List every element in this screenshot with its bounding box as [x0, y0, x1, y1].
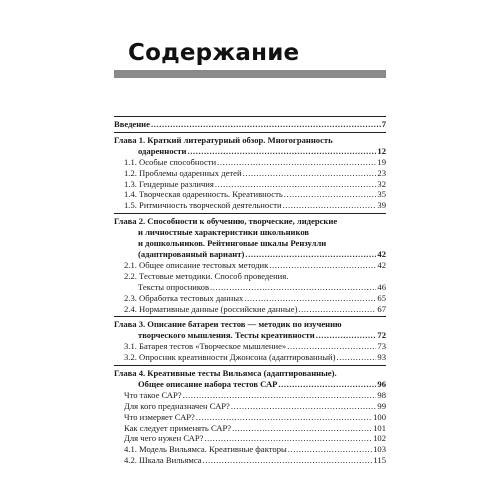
toc-page-number: 32	[377, 178, 386, 189]
toc-entry-title: Общее описание набора тестов САР	[138, 378, 278, 389]
toc-entry-title: 3.1. Батарея тестов «Творческое мышление»	[124, 341, 287, 352]
toc-entry	[114, 282, 386, 293]
toc-entry	[114, 200, 386, 211]
toc-divider	[114, 316, 386, 317]
toc-entry-title: Введение	[114, 119, 150, 129]
toc-page-number: 99	[377, 400, 386, 411]
toc-page-number: 42	[377, 259, 386, 270]
toc-entry-title: одаренности	[138, 145, 187, 156]
toc-entry-title: 4.1. Модель Вильямса. Креативные факторы	[124, 444, 287, 455]
chapter-3-heading: Глава 3. Описание батареи тестов — методик по изучению	[114, 319, 342, 330]
toc-leader-dots	[217, 157, 376, 168]
chapter-2-heading-end	[114, 249, 386, 260]
toc-page-number: 101	[373, 422, 386, 433]
toc-entry-title: 2.2. Тестовые методики. Способ проведения.	[124, 270, 289, 281]
toc-leader-dots	[187, 146, 376, 157]
toc-entry-title: 2.4. Нормативные данные (российские данные)	[124, 303, 298, 314]
toc-page-number: 73	[377, 341, 386, 352]
toc-entry-title: 1.3. Гендерные различия	[124, 178, 214, 189]
toc-leader-dots	[336, 352, 376, 363]
page-title: Содержание	[128, 40, 300, 66]
toc-leader-dots	[204, 433, 372, 444]
toc-leader-dots	[244, 293, 376, 304]
toc-divider	[114, 116, 386, 117]
toc-entry-title: 2.1. Общее описание тестовых методик	[124, 259, 269, 270]
toc-page-number: 65	[377, 292, 386, 303]
toc-entry	[114, 390, 386, 401]
toc-entry-title: 1.4. Творческая одаренность. Креативность	[124, 189, 283, 200]
toc-divider	[114, 365, 386, 366]
toc-entry	[114, 189, 386, 200]
toc-page-number: 7	[381, 119, 386, 129]
toc-page-number: 103	[373, 444, 386, 455]
toc-entry	[114, 293, 386, 304]
toc-page-number: 96	[377, 378, 386, 389]
toc-leader-dots	[232, 423, 372, 434]
toc-entry	[114, 304, 386, 315]
toc-entry-title: 1.2. Проблемы одаренных детей	[124, 167, 242, 178]
chapter-2-heading-cont: и дошкольников. Рейтинговые шкалы Рензулли	[138, 238, 327, 249]
toc-leader-dots	[283, 200, 377, 211]
toc-entry-title: Тексты опросников	[138, 281, 209, 292]
toc-entry	[114, 433, 386, 444]
toc-entry	[114, 401, 386, 412]
chapter-2-heading-cont: и личностные характеристики школьников	[138, 227, 310, 238]
toc-leader-dots	[215, 179, 377, 190]
toc-page-number: 115	[373, 455, 386, 466]
toc-entry-title: Что такое САР?	[124, 389, 182, 400]
chapter-4-heading-end	[114, 379, 386, 390]
toc-divider	[114, 132, 386, 133]
toc-page-number: 46	[377, 281, 386, 292]
toc-page-number: 12	[377, 145, 386, 156]
toc-entry-title: 3.2. Опросник креативности Джонсона (адаптированный)	[124, 352, 336, 363]
toc-entry	[114, 455, 386, 466]
toc-entry	[114, 157, 386, 168]
toc-page-number: 23	[377, 167, 386, 178]
toc-leader-dots	[196, 412, 372, 423]
toc-leader-dots	[278, 379, 376, 390]
chapter-1-heading-end	[114, 146, 386, 157]
toc-page-number: 19	[377, 156, 386, 167]
toc-leader-dots	[316, 330, 377, 341]
toc-entry	[114, 444, 386, 455]
toc-entry	[114, 341, 386, 352]
chapter-1-heading: Глава 1. Краткий литературный обзор. Многогранность	[114, 134, 333, 145]
toc-leader-dots	[284, 189, 377, 200]
toc-entry-title: Как следует применять САР?	[124, 422, 232, 433]
toc-leader-dots	[269, 260, 376, 271]
chapter-4-heading: Глава 4. Креативные тесты Вильямса (адаптированные).	[114, 368, 337, 379]
toc-entry-title: 1.1. Особые способности	[124, 156, 217, 167]
toc-leader-dots	[151, 119, 381, 130]
toc-page-number: 102	[373, 433, 386, 444]
toc-leader-dots	[287, 341, 376, 352]
toc-page-number: 98	[377, 389, 386, 400]
toc-entry-title: 2.3. Обработка тестовых данных	[124, 292, 244, 303]
chapter-2-heading: Глава 2. Способности к обучению, творческие, лидерские	[114, 216, 338, 227]
toc-page-number: 67	[377, 303, 386, 314]
toc-leader-dots	[288, 444, 372, 455]
toc-page-number: 72	[377, 330, 386, 341]
toc-entry-intro	[114, 119, 386, 130]
toc-entry-title: 4.2. Шкала Вильямса	[124, 455, 202, 466]
toc-leader-dots	[231, 401, 377, 412]
toc-divider	[114, 213, 386, 214]
toc-leader-dots	[298, 304, 376, 315]
toc-entry-title: Что измеряет САР?	[124, 411, 195, 422]
toc-entry-title: Для чего нужен САР?	[124, 433, 204, 444]
toc-entry	[114, 271, 386, 282]
toc-leader-dots	[203, 455, 373, 466]
table-of-contents	[114, 114, 386, 466]
toc-page-number: 39	[377, 200, 386, 211]
toc-entry	[114, 179, 386, 190]
toc-page-number: 100	[373, 411, 386, 422]
toc-page-number: 35	[377, 189, 386, 200]
title-underline-bar	[114, 70, 386, 78]
toc-page-number: 42	[377, 248, 386, 259]
toc-entry	[114, 423, 386, 434]
toc-leader-dots	[243, 168, 377, 179]
toc-entry-title: Для кого предназначен САР?	[124, 400, 230, 411]
toc-leader-dots	[183, 390, 377, 401]
toc-entry-title: творческого мышления. Тесты креативности	[138, 330, 315, 341]
toc-page-number: 93	[377, 352, 386, 363]
toc-leader-dots	[210, 282, 376, 293]
toc-entry	[114, 260, 386, 271]
toc-entry-title: 1.5. Ритмичность творческой деятельности	[124, 200, 282, 211]
toc-entry-title: (адаптированный вариант)	[138, 248, 245, 259]
toc-entry	[114, 352, 386, 363]
toc-entry	[114, 412, 386, 423]
toc-entry	[114, 168, 386, 179]
toc-leader-dots	[245, 249, 376, 260]
chapter-3-heading-end	[114, 330, 386, 341]
